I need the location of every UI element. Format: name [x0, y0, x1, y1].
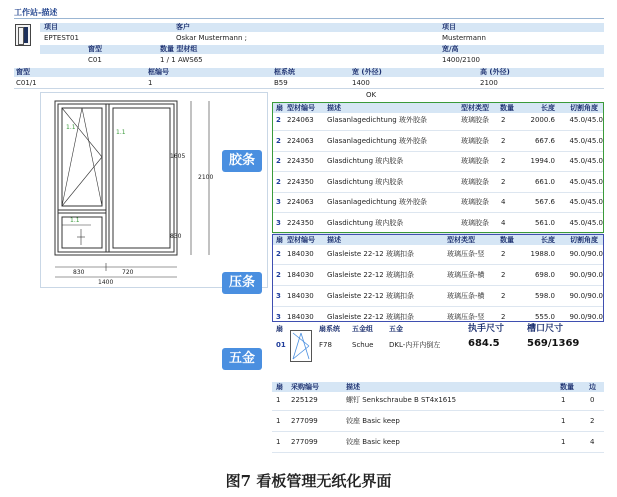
dim-2100: 2100: [198, 174, 214, 181]
parts-cell: 277099: [291, 417, 318, 425]
dim-830-bottom: 830: [73, 269, 85, 276]
gasket-cell: 2: [501, 177, 506, 186]
table-row-divider: [273, 264, 603, 265]
bead-cell: 598.0: [534, 292, 555, 300]
col-window-type: 窗型: [88, 45, 102, 53]
table-row-divider: [273, 171, 603, 172]
table-row-divider: [272, 452, 604, 453]
table-row-divider: [273, 285, 603, 286]
item-value: Mustermann: [442, 34, 486, 42]
bead-h-sash: 扇: [276, 236, 283, 244]
table-row-divider: [272, 431, 604, 432]
bead-cell: 玻璃压条-横: [447, 292, 485, 300]
spec-row: [14, 79, 604, 89]
info-header-band: [40, 23, 604, 32]
gasket-cell: 2: [501, 157, 506, 165]
gasket-cell: 667.6: [534, 136, 555, 145]
gasket-cell: 561.0: [534, 218, 555, 227]
gasket-cell: 玻璃胶条: [461, 218, 489, 227]
parts-cell: 225129: [291, 396, 318, 404]
hw-col-hw-group: 五金组: [352, 325, 373, 333]
gasket-cell: 45.0/45.0: [569, 218, 603, 227]
parts-h-purchase-no: 采购编号: [291, 383, 319, 391]
col-width-ext: 宽 (外径): [352, 68, 382, 76]
bead-sash-num: 2: [276, 271, 281, 279]
bead-cell: 90.0/90.0: [569, 313, 603, 321]
gasket-cell: 567.6: [534, 198, 555, 206]
gasket-h-angle: 切割角度: [570, 104, 598, 112]
gasket-h-length: 长度: [541, 104, 555, 112]
figure-caption: 图7 看板管理无纸化界面: [225, 472, 392, 490]
gasket-cell: 45.0/45.0: [569, 136, 603, 145]
bead-cell: 玻璃压条-竖: [447, 313, 485, 321]
bead-cell: Glasleiste 22-12 玻璃扣条: [327, 271, 414, 279]
title-divider: [14, 18, 604, 19]
window-title: 工作站-描述: [14, 8, 58, 17]
dim-1605: 1605: [170, 153, 186, 160]
spec-frame-system-value: B59: [274, 79, 288, 87]
sash-thumbnail-icon: [290, 330, 312, 362]
parts-cell: 277099: [291, 438, 318, 446]
table-row-divider: [272, 410, 604, 411]
bead-cell: 1988.0: [530, 250, 555, 258]
gasket-h-type: 型材类型: [461, 104, 489, 112]
hw-col-sash-system: 扇系统: [319, 325, 340, 333]
col-customer: 客户: [176, 23, 190, 31]
bead-cell: Glasleiste 22-12 玻璃扣条: [327, 292, 414, 300]
hw-sash-value: 01: [276, 341, 286, 349]
tag-gasket: 胶条: [222, 150, 262, 172]
bead-cell: 2: [501, 313, 506, 321]
hw-col-sash: 扇: [276, 325, 283, 333]
table-row-divider: [273, 306, 603, 307]
ok-button[interactable]: OK: [366, 91, 377, 99]
spec-height-value: 2100: [480, 79, 498, 87]
col-height-ext: 高 (外径): [480, 68, 510, 76]
bead-cell: 698.0: [534, 271, 555, 279]
col-project: 项目: [44, 23, 58, 31]
parts-cell: 2: [590, 417, 595, 425]
gasket-cell: 1994.0: [530, 157, 555, 165]
bead-cell: 玻璃压条-竖: [447, 250, 485, 258]
tag-bead: 压条: [222, 272, 262, 294]
gasket-h-sash: 扇: [276, 104, 283, 112]
parts-h-sash: 扇: [276, 383, 283, 391]
bead-h-angle: 切割角度: [570, 236, 598, 244]
bead-cell: 184030: [287, 313, 314, 321]
parts-cell: 1: [276, 438, 281, 446]
gasket-h-desc: 描述: [327, 104, 341, 112]
gasket-cell: 2: [501, 136, 506, 145]
gasket-cell: 45.0/45.0: [569, 198, 603, 206]
gasket-cell: 224350: [287, 177, 314, 186]
window-type-value: C01: [88, 56, 102, 64]
gasket-cell: 玻璃胶条: [461, 198, 489, 206]
col-frame-system: 框系统: [274, 68, 295, 76]
gasket-cell: 玻璃胶条: [461, 177, 489, 186]
gasket-sash-num: 2: [276, 136, 281, 145]
bead-cell: 2: [501, 271, 506, 279]
gasket-cell: 224350: [287, 218, 314, 227]
bead-cell: 90.0/90.0: [569, 250, 603, 258]
table-row-divider: [273, 151, 603, 152]
gasket-cell: 224350: [287, 157, 314, 165]
col-spec-window-type: 窗型: [16, 68, 30, 76]
parts-cell: 1: [276, 417, 281, 425]
parts-cell: 1: [561, 417, 566, 425]
bead-cell: 184030: [287, 250, 314, 258]
gasket-cell: 45.0/45.0: [569, 116, 603, 124]
gasket-cell: Glasanlagedichtung 玻外胶条: [327, 198, 427, 206]
bead-cell: 90.0/90.0: [569, 271, 603, 279]
bead-h-desc: 描述: [327, 236, 341, 244]
gasket-cell: 玻璃胶条: [461, 116, 489, 124]
bead-h-type: 型材类型: [447, 236, 475, 244]
project-value: EPTEST01: [44, 34, 79, 42]
gasket-cell: 4: [501, 198, 506, 206]
bead-sash-num: 3: [276, 292, 281, 300]
col-item: 项目: [442, 23, 456, 31]
hw-col-slot-size: 槽口尺寸: [527, 324, 564, 334]
gasket-cell: 玻璃胶条: [461, 136, 489, 145]
spec-header-band: [14, 68, 604, 77]
qty-group-value: 1 / 1 AWS65: [160, 56, 203, 64]
customer-value: Oskar Mustermann ;: [176, 34, 247, 42]
parts-cell: 1: [561, 396, 566, 404]
gasket-cell: 224063: [287, 198, 314, 206]
bead-sash-num: 3: [276, 313, 281, 321]
col-frame-no: 框编号: [148, 68, 169, 76]
table-row-divider: [273, 212, 603, 213]
parts-cell: 0: [590, 396, 595, 404]
tag-hardware: 五金: [222, 348, 262, 370]
mark-right: 1.1: [116, 129, 126, 136]
mark-bottom: 1.1: [70, 217, 80, 224]
table-row-divider: [273, 130, 603, 131]
gasket-cell: Glasanlagedichtung 玻外胶条: [327, 136, 427, 145]
bead-sash-num: 2: [276, 250, 281, 258]
parts-header-band: [272, 382, 604, 392]
bead-cell: 玻璃压条-横: [447, 271, 485, 279]
hw-col-handle-size: 执手尺寸: [468, 324, 505, 334]
gasket-cell: Glasdichtung 玻内胶条: [327, 218, 404, 227]
gasket-cell: 661.0: [534, 177, 555, 186]
dim-1400: 1400: [98, 279, 114, 286]
gasket-cell: Glasdichtung 玻内胶条: [327, 177, 404, 186]
bead-cell: 184030: [287, 271, 314, 279]
gasket-cell: Glasanlagedichtung 玻外胶条: [327, 116, 427, 124]
parts-h-desc: 描述: [346, 383, 360, 391]
gasket-sash-num: 2: [276, 116, 281, 124]
window-thumbnail-icon: [15, 24, 31, 46]
spec-window-type-value: C01/1: [16, 79, 37, 87]
hw-handle-size-value: 684.5: [468, 338, 500, 349]
table-row-divider: [273, 192, 603, 193]
width-height-value: 1400/2100: [442, 56, 480, 64]
parts-cell: 铰座 Basic keep: [346, 417, 400, 425]
parts-cell: 螺钉 Senkschraube B ST4x1615: [346, 396, 457, 404]
gasket-cell: 2000.6: [530, 116, 555, 124]
hw-sash-system-value: F78: [319, 341, 332, 349]
parts-cell: 1: [561, 438, 566, 446]
bead-cell: Glasleiste 22-12 玻璃扣条: [327, 250, 414, 258]
gasket-h-profile: 型材编号: [287, 104, 315, 112]
parts-h-side: 边: [589, 383, 596, 391]
hw-value: DKL-内开内倒左: [389, 341, 441, 349]
gasket-sash-num: 3: [276, 218, 281, 227]
hw-col-hw: 五金: [389, 325, 403, 333]
bead-cell: 90.0/90.0: [569, 292, 603, 300]
col-qty-group: 数量 型材组: [160, 45, 198, 53]
spec-frame-no-value: 1: [148, 79, 153, 87]
hw-group-value: Schue: [352, 341, 374, 349]
gasket-cell: 玻璃胶条: [461, 157, 489, 165]
gasket-cell: 45.0/45.0: [569, 157, 603, 165]
mark-left: 1.1: [66, 124, 76, 131]
hw-slot-size-value: 569/1369: [527, 338, 580, 349]
dim-830: 830: [170, 233, 182, 240]
bead-h-qty: 数量: [500, 236, 514, 244]
parts-cell: 1: [276, 396, 281, 404]
gasket-cell: 224063: [287, 136, 314, 145]
gasket-h-qty: 数量: [500, 104, 514, 112]
gasket-sash-num: 2: [276, 157, 281, 165]
bead-cell: 2: [501, 250, 506, 258]
col-width-height: 宽/高: [442, 45, 459, 53]
spec-width-value: 1400: [352, 79, 370, 87]
bead-cell: Glasleiste 22-12 玻璃扣条: [327, 313, 414, 321]
parts-h-qty: 数量: [560, 383, 574, 391]
parts-cell: 铰座 Basic keep: [346, 438, 400, 446]
gasket-cell: 224063: [287, 116, 314, 124]
dim-720: 720: [122, 269, 134, 276]
bead-h-profile: 型材编号: [287, 236, 315, 244]
gasket-sash-num: 3: [276, 198, 281, 206]
gasket-sash-num: 2: [276, 177, 281, 186]
bead-h-length: 长度: [541, 236, 555, 244]
gasket-cell: 4: [501, 218, 506, 227]
window-drawing-panel: [40, 92, 268, 288]
bead-cell: 2: [501, 292, 506, 300]
bead-cell: 555.0: [534, 313, 555, 321]
gasket-cell: 2: [501, 116, 506, 124]
gasket-cell: 45.0/45.0: [569, 177, 603, 186]
bead-cell: 184030: [287, 292, 314, 300]
parts-cell: 4: [590, 438, 595, 446]
gasket-cell: Glasdichtung 玻内胶条: [327, 157, 404, 165]
info-header-band-2: [40, 45, 604, 54]
